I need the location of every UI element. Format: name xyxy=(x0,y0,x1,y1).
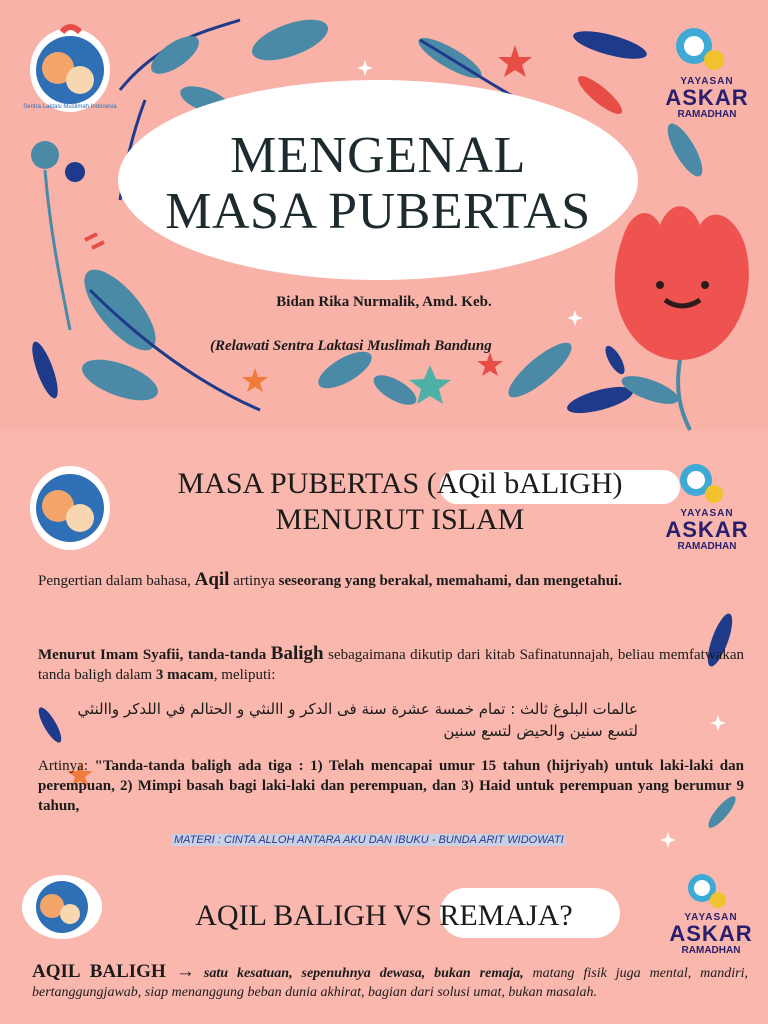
aqil-term: Aqil xyxy=(194,569,230,590)
askar-yayasan-text-2: YAYASAN xyxy=(680,508,734,519)
askar-name-text: ASKAR xyxy=(665,85,749,110)
sentra-laktasi-logo xyxy=(22,20,118,116)
askar-yayasan-text-3: YAYASAN xyxy=(684,912,738,923)
definition-paragraph xyxy=(38,570,744,591)
aqil-baligh-lead: AQIL BALIGH → xyxy=(32,961,195,982)
three-kinds: 3 macam xyxy=(155,667,214,683)
arabic-line2: لتسع سنين والحيض لتسع سنين xyxy=(443,722,638,740)
baligh-term: Baligh xyxy=(270,643,324,664)
translation-text: "Tanda-tanda baligh ada tiga : 1) Telah mencapai umur 15 tahun (hijriyah) untuk laki-laki dan perempuan, 2) Mimpi basah bagi laki-laki dan perempuan, dan 3) Haid untuk perempuan yang berumur 9 tahun, xyxy=(38,758,744,814)
imam-syafii-text-d: , meliputi: xyxy=(213,667,276,683)
aqil-baligh-description xyxy=(32,962,748,1002)
askar-name-text-3: ASKAR xyxy=(669,921,753,946)
section2-title-line2: MENURUT ISLAM xyxy=(275,503,525,536)
author-affiliation: (Relawati Sentra Laktasi Muslimah Bandung xyxy=(210,338,492,354)
aqil-baligh-rest: matang fisik juga mental, mandiri, bertanggungjawab, siap menanggung beban dunia akhirat, bagian dari solusi umat, bukan masalah. xyxy=(32,966,748,1000)
section2-title-line1: MASA PUBERTAS (AQil bALIGH) xyxy=(177,467,623,500)
main-title-line2: MASA PUBERTAS xyxy=(165,183,591,240)
definition-text-a: Pengertian dalam bahasa, xyxy=(38,573,195,589)
main-title xyxy=(118,128,638,240)
translation-paragraph xyxy=(38,756,744,816)
arabic-line1: عالمات البلوغ ثالث : تمام خمسة عشرة سنة فى الدكر و االنثي و الحتالم في اللدكر واالنثي xyxy=(77,700,638,718)
materi-credit: MATERI : CINTA ALLOH ANTARA AKU DAN IBUKU - BUNDA ARIT WIDOWATI xyxy=(174,834,564,846)
definition-text-b: artinya xyxy=(229,573,279,589)
askar-ramadhan-logo-top xyxy=(662,76,752,120)
askar-ramadhan-text-2: RAMADHAN xyxy=(677,541,737,552)
imam-syafii-paragraph xyxy=(38,644,744,685)
arabic-quote xyxy=(38,698,638,742)
section2-title xyxy=(100,466,700,538)
imam-syafii-text-a: Menurut Imam Syafii, tanda-tanda xyxy=(38,647,271,663)
askar-name-text-2: ASKAR xyxy=(665,517,749,542)
askar-ramadhan-text-3: RAMADHAN xyxy=(681,945,741,956)
section3-title: AQIL BALIGH VS REMAJA? xyxy=(195,899,573,932)
askar-yayasan-text: YAYASAN xyxy=(680,76,734,87)
aqil-baligh-bold: satu kesatuan, sepenuhnya dewasa, bukan remaja, xyxy=(194,966,524,981)
main-title-line1: MENGENAL xyxy=(230,127,526,184)
imam-syafii-text-b: sebagaimana dikutip dari kitab Safinatunnajah, beliau memfatwakan tanda baligh dalam xyxy=(38,647,745,683)
sentra-laktasi-caption: Sentra Laktasi Muslimah Indonesia xyxy=(23,104,117,110)
author-name: Bidan Rika Nurmalik, Amd. Keb. xyxy=(276,294,492,310)
askar-ramadhan-emblem xyxy=(670,22,740,82)
translation-label: Artinya: xyxy=(38,758,95,774)
askar-ramadhan-text: RAMADHAN xyxy=(677,109,737,120)
definition-meaning: seseorang yang berakal, memahami, dan mengetahui. xyxy=(278,573,622,589)
